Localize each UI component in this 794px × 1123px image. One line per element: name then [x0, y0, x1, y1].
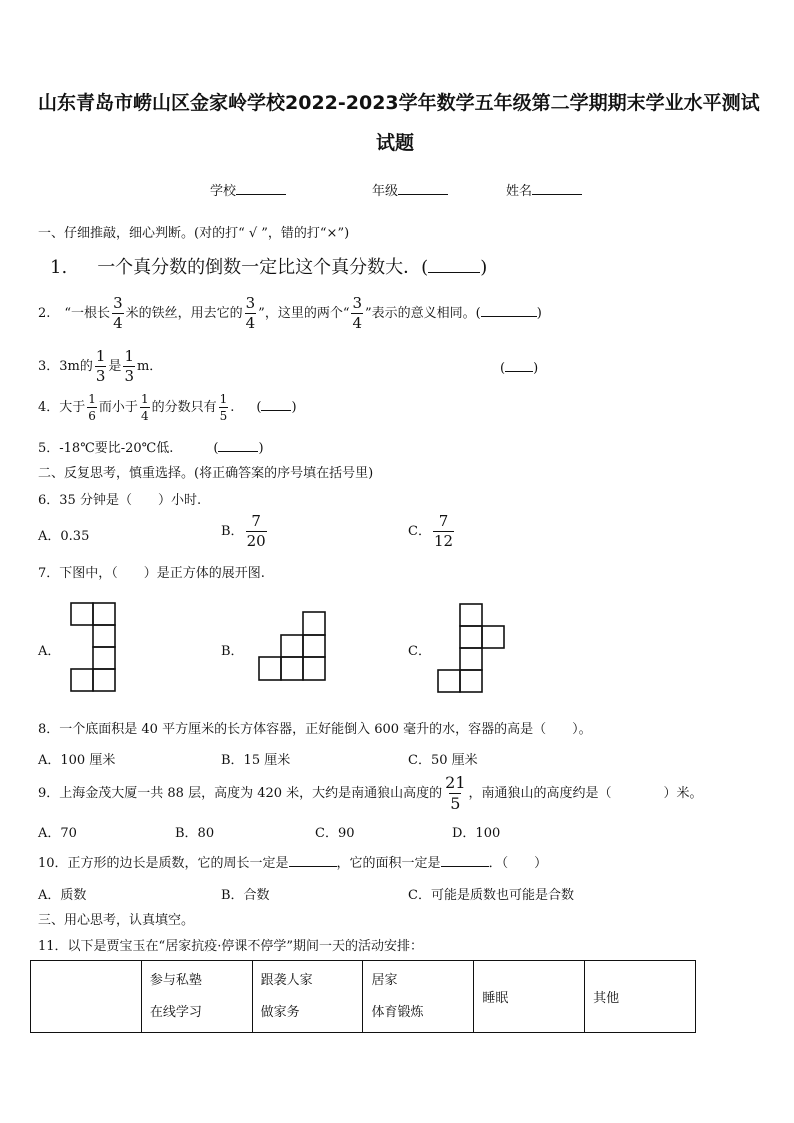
name-field[interactable]	[506, 180, 582, 199]
school-label: 学校	[210, 184, 237, 199]
question-6: 6．35 分钟是（ ）小时.	[38, 493, 202, 508]
school-field[interactable]	[210, 180, 286, 199]
question-9: 9．上海金茂大厦一共 88 层，高度为 420 米，大约是南通狼山高度的 $\frac{21}{5}$ ，南通狼山的高度约是（ ）米。	[38, 773, 703, 813]
q8-option-a[interactable]: A．100 厘米	[38, 753, 116, 768]
q9-option-b[interactable]: B．80	[175, 826, 215, 841]
q10-option-a[interactable]: A．质数	[38, 888, 87, 903]
fraction: $\frac{21}{5}$	[445, 773, 466, 813]
page-title: 山东青岛市崂山区金家岭学校2022-2023学年数学五年级第二学期期末学业水平测试	[38, 92, 760, 114]
cube-net-c	[437, 603, 505, 693]
q5-answer-bracket[interactable]: ( )	[213, 441, 263, 456]
question-7: 7．下图中，（ ）是正方体的展开图.	[38, 566, 265, 581]
q10-blank-1[interactable]	[289, 853, 337, 867]
q10-blank-2[interactable]	[441, 853, 489, 867]
question-1: 1. 一个真分数的倒数一定比这个真分数大．( )	[50, 257, 488, 278]
fraction: $\frac{1}{3}$	[124, 347, 134, 385]
q1-text: 一个真分数的倒数一定比这个真分数大．(	[97, 257, 429, 278]
q1-answer-blank[interactable]	[428, 256, 480, 273]
q9-option-d[interactable]: D．100	[452, 826, 501, 841]
q7-option-c[interactable]: C．	[408, 644, 431, 659]
section2-heading: 二、反复思考，慎重选择。(将正确答案的序号填在括号里)	[38, 466, 374, 481]
fraction: $\frac{1}{4}$	[140, 392, 149, 423]
q10-option-b[interactable]: B．合数	[221, 888, 270, 903]
question-8: 8．一个底面积是 40 平方厘米的长方体容器，正好能倒入 600 毫升的水，容器的高是（ ）。	[38, 722, 592, 737]
table-cell: 睡眠	[474, 961, 585, 1033]
table-cell: 跟袭人家 做家务	[252, 961, 363, 1033]
question-5: 5．-18℃要比-20℃低. ( )	[38, 437, 264, 456]
cube-net-b	[258, 611, 326, 681]
table-cell: 居家 体育锻炼	[363, 961, 474, 1033]
q6-option-c[interactable]: C． $\frac{7}{12}$	[408, 512, 454, 550]
grade-label: 年级	[372, 184, 399, 199]
q2-answer-blank[interactable]	[481, 303, 537, 317]
grade-field[interactable]	[372, 180, 448, 199]
section3-heading: 三、用心思考，认真填空。	[38, 913, 195, 928]
fraction: $\frac{3}{4}$	[113, 294, 123, 332]
name-label: 姓名	[506, 184, 533, 199]
table-cell-blank	[31, 961, 142, 1033]
table-cell: 其他	[585, 961, 696, 1033]
q7-option-a[interactable]: A．	[38, 644, 61, 659]
fraction: $\frac{1}{5}$	[219, 392, 228, 423]
q6-option-b[interactable]: B． $\frac{7}{20}$	[221, 512, 266, 550]
q3-answer-bracket[interactable]: ( )	[500, 358, 538, 376]
fraction: $\frac{7}{20}$	[246, 512, 266, 550]
fraction: $\frac{7}{12}$	[433, 512, 454, 550]
q9-option-c[interactable]: C．90	[315, 826, 355, 841]
fraction: $\frac{1}{3}$	[95, 347, 106, 385]
cube-net-a	[70, 602, 116, 692]
q7-option-b[interactable]: B．	[221, 644, 244, 659]
activity-table	[30, 960, 696, 1033]
question-11: 11．以下是贾宝玉在“居家抗疫·停课不停学”期间一天的活动安排：	[38, 939, 423, 954]
q4-answer-bracket[interactable]: ( )	[256, 400, 296, 415]
q10-option-c[interactable]: C．可能是质数也可能是合数	[408, 888, 574, 903]
fraction: $\frac{3}{4}$	[352, 294, 363, 332]
section1-heading: 一、仔细推敲，细心判断。(对的打“ √ ”，错的打“×”)	[38, 226, 350, 241]
q1-number: 1.	[50, 257, 68, 278]
q9-option-a[interactable]: A．70	[38, 826, 77, 841]
page-title-line2: 试题	[376, 132, 415, 154]
question-2: 2. “一根长 $\frac{3}{4}$ 米的铁丝，用去它的 $\frac{3}{4}$ ”，这里的两个“ $\frac{3}{4}$ ”表示的意义相同。( )	[38, 294, 542, 332]
fraction: $\frac{1}{6}$	[88, 392, 96, 423]
question-4: 4．大于 $\frac{1}{6}$ 而小于 $\frac{1}{4}$ 的分数只有 $\frac{1}{5}$ . ( )	[38, 392, 297, 423]
fraction: $\frac{3}{4}$	[245, 294, 256, 332]
q8-option-c[interactable]: C．50 厘米	[408, 753, 478, 768]
q8-option-b[interactable]: B．15 厘米	[221, 753, 291, 768]
table-cell: 参与私塾 在线学习	[141, 961, 252, 1033]
question-3: 3．3m的 $\frac{1}{3}$ 是 $\frac{1}{3}$ m．	[38, 347, 163, 385]
q6-option-a[interactable]: A．0.35	[38, 529, 90, 544]
table-row	[31, 961, 696, 1033]
question-10: 10．正方形的边长是质数，它的周长一定是 ，它的面积一定是 ．（ ）	[38, 852, 547, 871]
